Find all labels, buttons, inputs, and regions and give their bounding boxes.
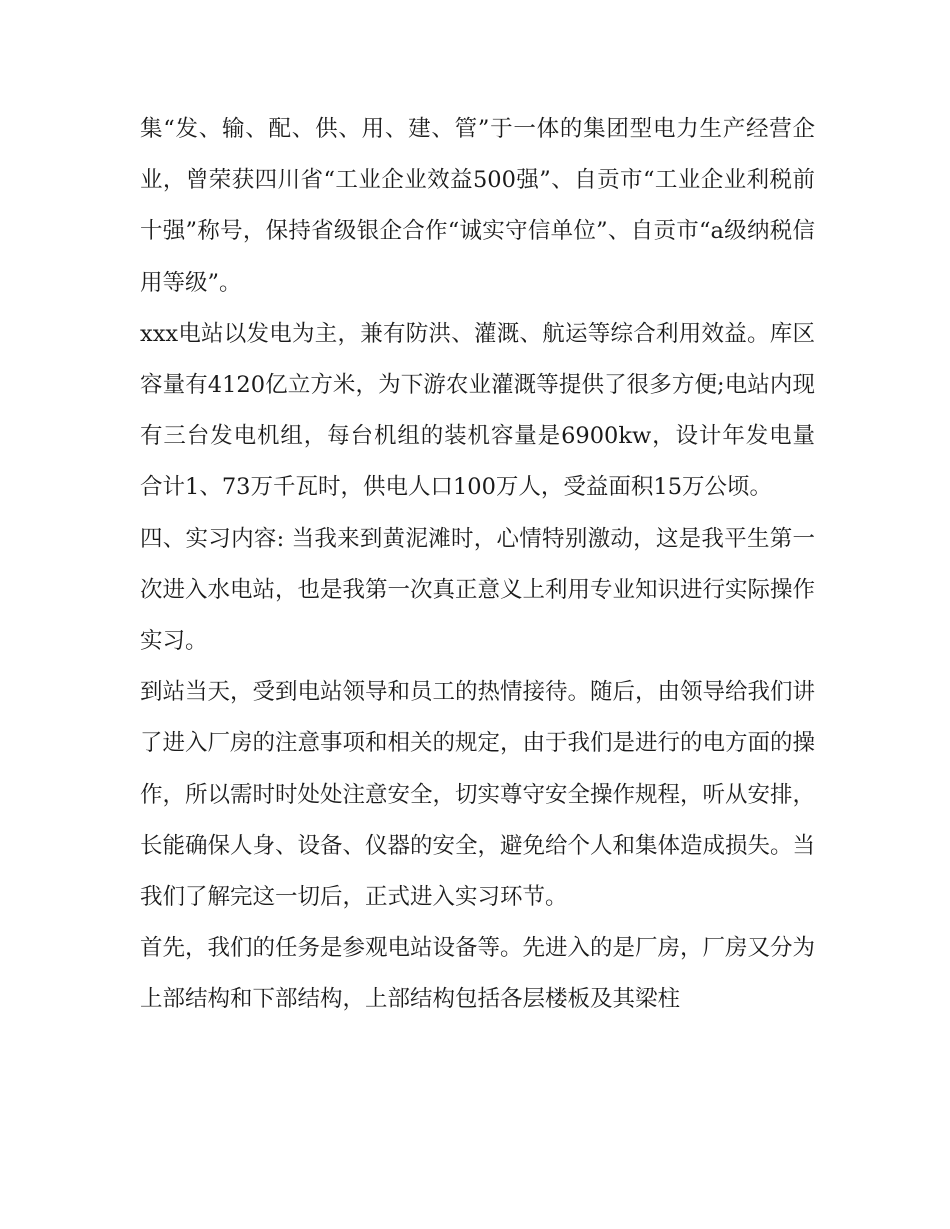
document-body — [140, 104, 815, 1026]
paragraph-internship-content: 四、实习内容: 当我来到黄泥滩时，心情特别激动，这是我平生第一次进入水电站，也是我第一次真正意义上利用专业知识进行实际操作实习。 — [140, 525, 816, 655]
paragraph-company-honors: 集“发、输、配、供、用、建、管”于一体的集团型电力生产经营企业，曾荣获四川省“工业企业效益500强”、自贡市“工业企业利税前十强”称号，保持省级银企合作“诚实守信单位”、自贡市“a级纳税信用等级”。 — [140, 116, 815, 296]
paragraph-arrival-day: 到站当天，受到电站领导和员工的热情接待。随后，由领导给我们讲了进入厂房的注意事项和相关的规定，由于我们是进行的电方面的操作，所以需时时处处注意安全，切实尊守安全操作规程，听从安排，长能确保人身、设备、仪器的安全，避免给个人和集体造成损失。当我们了解完这一切后，正式进入实习环节。 — [140, 679, 816, 911]
paragraph-equipment-tour: 首先，我们的任务是参观电站设备等。先进入的是厂房，厂房又分为上部结构和下部结构，上部结构包括各层楼板及其梁柱 — [140, 935, 816, 1013]
paragraph-station-overview: xxx电站以发电为主，兼有防洪、灌溉、航运等综合利用效益。库区容量有4120亿立方米，为下游农业灌溉等提供了很多方便;电站内现有三台发电机组，每台机组的装机容量是6900kw，设计年发电量合计1、73万千瓦时，供电人口100万人，受益面积15万公顷。 — [140, 320, 815, 501]
